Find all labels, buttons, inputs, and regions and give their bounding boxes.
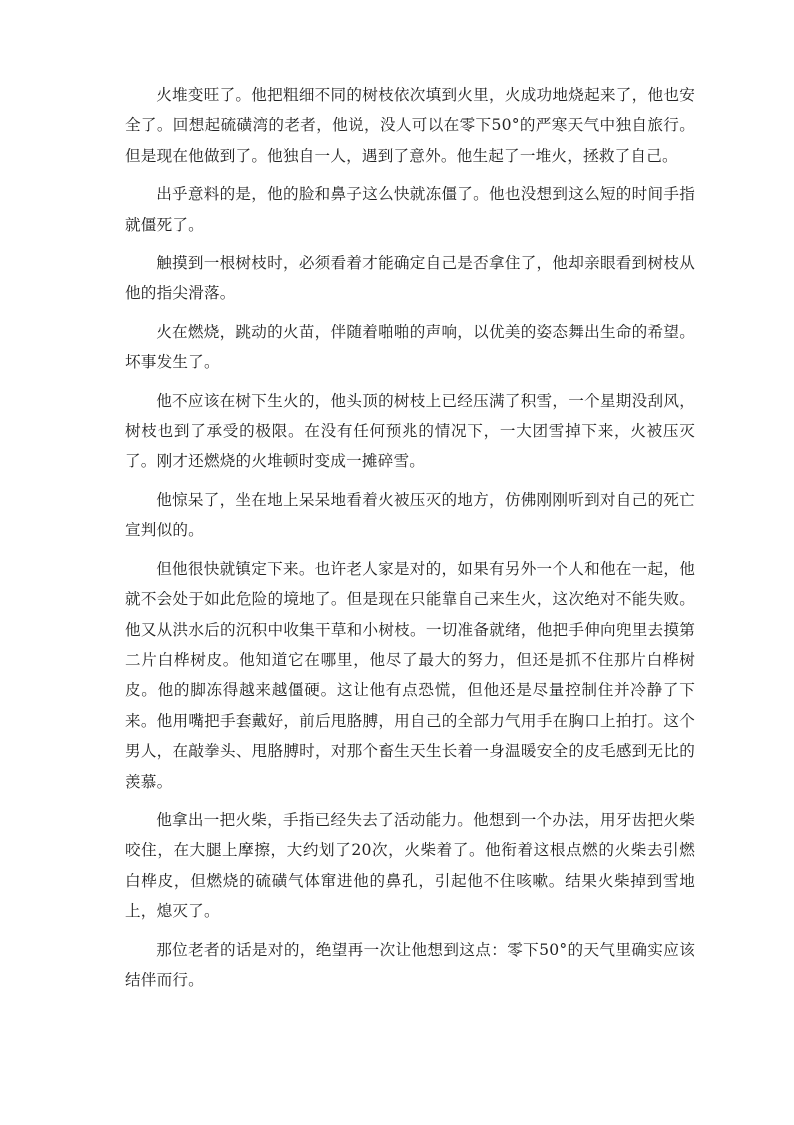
paragraph-3: 触摸到一根树枝时，必须看着才能确定自己是否拿住了，他却亲眼看到树枝从他的指尖滑落。 <box>125 254 695 303</box>
paragraph-5: 他不应该在树下生火的，他头顶的树枝上已经压满了积雪，一个星期没刮风，树枝也到了承受的极限。在没有任何预兆的情况下，一大团雪掉下来，火被压灭了。刚才还燃烧的火堆顿时变成一摊碎雪。 <box>125 391 695 471</box>
paragraph-8: 他拿出一把火柴，手指已经失去了活动能力。他想到一个办法，用牙齿把火柴咬住，在大腿上摩擦，大约划了20次，火柴着了。他衔着这根点燃的火柴去引燃白桦皮，但燃烧的硫磺气体窜进他的鼻孔，引起他不住咳嗽。结果火柴掉到雪地上，熄灭了。 <box>125 810 695 921</box>
paragraph-7: 但他很快就镇定下来。也许老人家是对的，如果有另外一个人和他在一起，他就不会处于如此危险的境地了。但是现在只能靠自己来生火，这次绝对不能失败。他又从洪水后的沉积中收集干草和小树枝。一切准备就绪，他把手伸向兜里去摸第二片白桦树皮。他知道它在哪里，他尽了最大的努力，但还是抓不住那片白桦树皮。他的脚冻得越来越僵硬。这让他有点恐慌，但他还是尽量控制住并冷静了下来。他用嘴把手套戴好，前后甩胳膊，用自己的全部力气用手在胸口上拍打。这个男人，在敲拳头、甩胳膊时，对那个畜生天生长着一身温暖安全的皮毛感到无比的羡慕。 <box>125 559 695 791</box>
paragraph-1: 火堆变旺了。他把粗细不同的树枝依次填到火里，火成功地烧起来了，他也安全了。回想起硫磺湾的老者，他说，没人可以在零下50°的严寒天气中独自旅行。但是现在他做到了。他独自一人，遇到了意外。他生起了一堆火，拯救了自己。 <box>125 86 695 165</box>
paragraph-6: 他惊呆了，坐在地上呆呆地看着火被压灭的地方，仿佛刚刚听到对自己的死亡宣判似的。 <box>125 490 695 540</box>
document-body <box>125 80 695 1003</box>
paragraph-2: 出乎意料的是，他的脸和鼻子这么快就冻僵了。他也没想到这么短的时间手指就僵死了。 <box>125 185 695 234</box>
paragraph-9: 那位老者的话是对的，绝望再一次让他想到这点：零下50°的天气里确实应该结伴而行。 <box>125 940 695 989</box>
paragraph-4: 火在燃烧，跳动的火苗，伴随着啪啪的声响，以优美的姿态舞出生命的希望。坏事发生了。 <box>125 322 695 372</box>
